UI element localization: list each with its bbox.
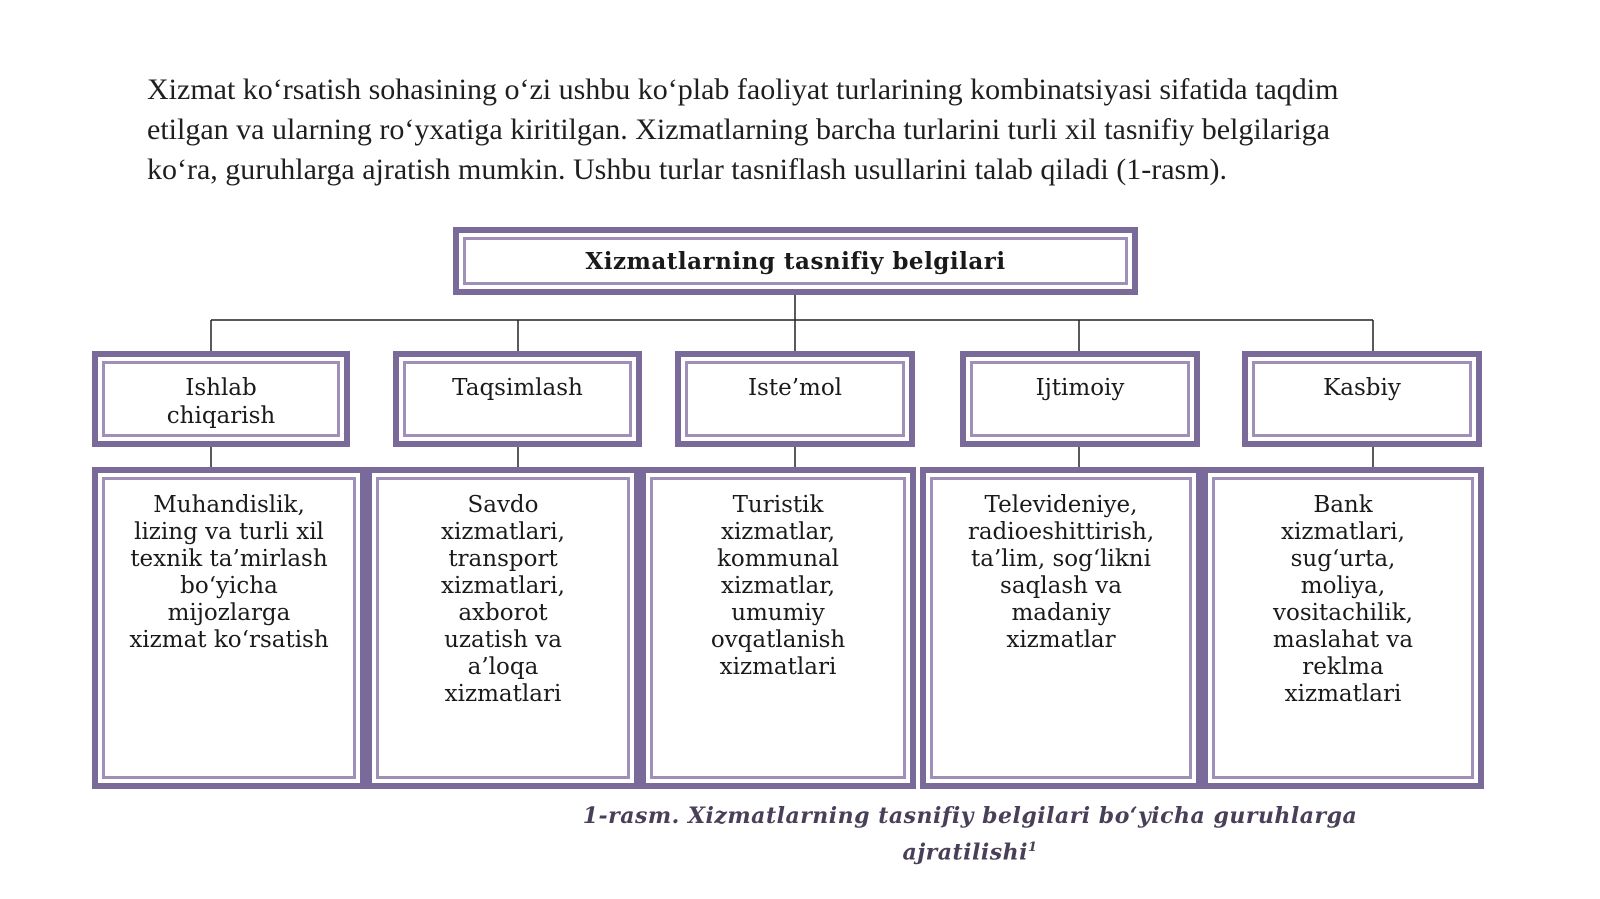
description-text: Televideniye, radioeshittirish, ta’lim, sog‘likni saqlash va madaniy xizmatlar <box>967 492 1155 653</box>
figure-caption <box>510 800 1430 868</box>
category-kasbiy <box>1242 351 1482 447</box>
description-text: Muhandislik, lizing va turli xil texnik ta’mirlash bo‘yicha mijozlarga xizmat ko‘rsatish <box>129 492 329 653</box>
category-iste-mol <box>675 351 915 447</box>
intro-line-2: etilgan va ularning ro‘yxatiga kiritilgan. Xizmatlarning barcha turlarini turli xil tasnifiy belgilariga <box>147 113 1330 146</box>
category-label: Ijtimoiy <box>1035 375 1125 401</box>
description-kasbiy <box>1202 467 1484 789</box>
caption-line-2-text: ajratilishi <box>902 839 1028 866</box>
root-title: Xizmatlarning tasnifiy belgilari <box>585 247 1006 275</box>
category-ishlab-chiqarish <box>92 351 350 447</box>
caption-footnote-mark: 1 <box>1028 840 1038 855</box>
category-label: Kasbiy <box>1323 375 1401 401</box>
root-node <box>453 227 1138 295</box>
description-ijtimoiy <box>920 467 1202 789</box>
description-text: Bank xizmatlari, sug‘urta, moliya, vositachilik, maslahat va reklma xizmatlari <box>1272 492 1414 707</box>
category-taqsimlash <box>393 351 642 447</box>
description-ishlab-chiqarish <box>92 467 366 789</box>
caption-line-2 <box>510 832 1430 868</box>
category-label: Ishlab chiqarish <box>166 375 276 429</box>
caption-line-1: 1-rasm. Xizmatlarning tasnifiy belgilari bo‘yicha guruhlarga <box>582 803 1358 829</box>
description-text: Turistik xizmatlar, kommunal xizmatlar, umumiy ovqatlanish xizmatlari <box>710 492 846 680</box>
category-ijtimoiy <box>960 351 1200 447</box>
description-iste-mol <box>640 467 916 789</box>
intro-line-3: ko‘ra, guruhlarga ajratish mumkin. Ushbu turlar tasniflash usullarini talab qiladi (1-rasm). <box>147 153 1228 186</box>
category-label: Iste’mol <box>747 375 843 401</box>
description-taqsimlash <box>366 467 640 789</box>
intro-line-1: Xizmat ko‘rsatish sohasining o‘zi ushbu ko‘plab faoliyat turlarining kombinatsiyasi sifatida taqdim <box>147 73 1339 106</box>
description-text: Savdo xizmatlari, transport xizmatlari, axborot uzatish va a’loqa xizmatlari <box>441 492 565 707</box>
category-label: Taqsimlash <box>452 375 583 401</box>
